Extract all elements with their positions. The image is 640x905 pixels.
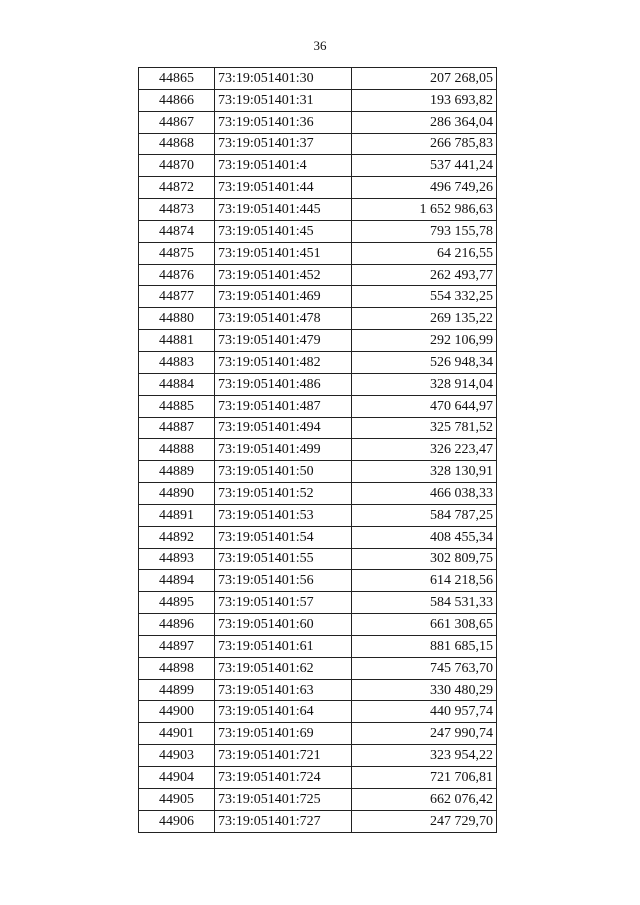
cadastral-number-cell: 73:19:051401:451: [215, 242, 352, 264]
row-number-cell: 44905: [139, 788, 215, 810]
cadastral-number-cell: 73:19:051401:64: [215, 701, 352, 723]
value-cell: 247 729,70: [352, 810, 497, 832]
table-row: [139, 308, 497, 330]
value-cell: 247 990,74: [352, 723, 497, 745]
row-number-cell: 44891: [139, 504, 215, 526]
table-row: [139, 504, 497, 526]
table-row: [139, 810, 497, 832]
table-row: [139, 614, 497, 636]
row-number-cell: 44901: [139, 723, 215, 745]
row-number-cell: 44877: [139, 286, 215, 308]
cadastral-number-cell: 73:19:051401:50: [215, 461, 352, 483]
table-row: [139, 657, 497, 679]
row-number-cell: 44876: [139, 264, 215, 286]
row-number-cell: 44896: [139, 614, 215, 636]
cadastral-number-cell: 73:19:051401:36: [215, 111, 352, 133]
row-number-cell: 44892: [139, 526, 215, 548]
value-cell: 328 914,04: [352, 373, 497, 395]
row-number-cell: 44881: [139, 330, 215, 352]
table-body: [139, 68, 497, 833]
value-cell: 721 706,81: [352, 767, 497, 789]
table-row: [139, 483, 497, 505]
value-cell: 881 685,15: [352, 635, 497, 657]
cadastral-number-cell: 73:19:051401:62: [215, 657, 352, 679]
cadastral-number-cell: 73:19:051401:61: [215, 635, 352, 657]
row-number-cell: 44883: [139, 351, 215, 373]
table-row: [139, 177, 497, 199]
cadastral-number-cell: 73:19:051401:55: [215, 548, 352, 570]
cadastral-number-cell: 73:19:051401:727: [215, 810, 352, 832]
cadastral-number-cell: 73:19:051401:479: [215, 330, 352, 352]
row-number-cell: 44903: [139, 745, 215, 767]
cadastral-number-cell: 73:19:051401:45: [215, 220, 352, 242]
row-number-cell: 44899: [139, 679, 215, 701]
row-number-cell: 44898: [139, 657, 215, 679]
value-cell: 286 364,04: [352, 111, 497, 133]
value-cell: 584 787,25: [352, 504, 497, 526]
row-number-cell: 44865: [139, 68, 215, 90]
table-row: [139, 788, 497, 810]
value-cell: 466 038,33: [352, 483, 497, 505]
row-number-cell: 44890: [139, 483, 215, 505]
row-number-cell: 44866: [139, 89, 215, 111]
cadastral-number-cell: 73:19:051401:63: [215, 679, 352, 701]
row-number-cell: 44894: [139, 570, 215, 592]
row-number-cell: 44868: [139, 133, 215, 155]
table-row: [139, 461, 497, 483]
row-number-cell: 44888: [139, 439, 215, 461]
table-row: [139, 351, 497, 373]
cadastral-number-cell: 73:19:051401:478: [215, 308, 352, 330]
value-cell: 328 130,91: [352, 461, 497, 483]
value-cell: 325 781,52: [352, 417, 497, 439]
cadastral-number-cell: 73:19:051401:57: [215, 592, 352, 614]
table-row: [139, 635, 497, 657]
cadastral-number-cell: 73:19:051401:53: [215, 504, 352, 526]
table-row: [139, 679, 497, 701]
table-row: [139, 570, 497, 592]
value-cell: 302 809,75: [352, 548, 497, 570]
cadastral-number-cell: 73:19:051401:486: [215, 373, 352, 395]
value-cell: 408 455,34: [352, 526, 497, 548]
cadastral-number-cell: 73:19:051401:721: [215, 745, 352, 767]
cadastral-number-cell: 73:19:051401:494: [215, 417, 352, 439]
value-cell: 793 155,78: [352, 220, 497, 242]
table-row: [139, 89, 497, 111]
row-number-cell: 44873: [139, 199, 215, 221]
table-row: [139, 395, 497, 417]
value-cell: 496 749,26: [352, 177, 497, 199]
table-row: [139, 286, 497, 308]
value-cell: 662 076,42: [352, 788, 497, 810]
data-table: [138, 67, 497, 833]
row-number-cell: 44867: [139, 111, 215, 133]
table-row: [139, 417, 497, 439]
row-number-cell: 44870: [139, 155, 215, 177]
row-number-cell: 44897: [139, 635, 215, 657]
table-row: [139, 220, 497, 242]
value-cell: 584 531,33: [352, 592, 497, 614]
cadastral-number-cell: 73:19:051401:482: [215, 351, 352, 373]
table-row: [139, 330, 497, 352]
value-cell: 326 223,47: [352, 439, 497, 461]
value-cell: 661 308,65: [352, 614, 497, 636]
row-number-cell: 44874: [139, 220, 215, 242]
table-row: [139, 439, 497, 461]
table-row: [139, 155, 497, 177]
row-number-cell: 44900: [139, 701, 215, 723]
table-row: [139, 592, 497, 614]
cadastral-number-cell: 73:19:051401:60: [215, 614, 352, 636]
value-cell: 470 644,97: [352, 395, 497, 417]
row-number-cell: 44893: [139, 548, 215, 570]
value-cell: 614 218,56: [352, 570, 497, 592]
row-number-cell: 44880: [139, 308, 215, 330]
cadastral-number-cell: 73:19:051401:69: [215, 723, 352, 745]
page-number: 36: [313, 38, 327, 53]
row-number-cell: 44889: [139, 461, 215, 483]
value-cell: 266 785,83: [352, 133, 497, 155]
cadastral-number-cell: 73:19:051401:31: [215, 89, 352, 111]
table-row: [139, 264, 497, 286]
value-cell: 269 135,22: [352, 308, 497, 330]
cadastral-number-cell: 73:19:051401:452: [215, 264, 352, 286]
table-row: [139, 745, 497, 767]
table-row: [139, 133, 497, 155]
value-cell: 1 652 986,63: [352, 199, 497, 221]
cadastral-number-cell: 73:19:051401:30: [215, 68, 352, 90]
value-cell: 64 216,55: [352, 242, 497, 264]
cadastral-number-cell: 73:19:051401:37: [215, 133, 352, 155]
row-number-cell: 44906: [139, 810, 215, 832]
cadastral-number-cell: 73:19:051401:469: [215, 286, 352, 308]
table-row: [139, 68, 497, 90]
cadastral-number-cell: 73:19:051401:487: [215, 395, 352, 417]
cadastral-number-cell: 73:19:051401:56: [215, 570, 352, 592]
row-number-cell: 44895: [139, 592, 215, 614]
cadastral-number-cell: 73:19:051401:54: [215, 526, 352, 548]
value-cell: 526 948,34: [352, 351, 497, 373]
table-row: [139, 548, 497, 570]
cadastral-number-cell: 73:19:051401:499: [215, 439, 352, 461]
cadastral-number-cell: 73:19:051401:724: [215, 767, 352, 789]
row-number-cell: 44887: [139, 417, 215, 439]
row-number-cell: 44885: [139, 395, 215, 417]
value-cell: 554 332,25: [352, 286, 497, 308]
cadastral-number-cell: 73:19:051401:725: [215, 788, 352, 810]
cadastral-number-cell: 73:19:051401:445: [215, 199, 352, 221]
table-row: [139, 199, 497, 221]
value-cell: 292 106,99: [352, 330, 497, 352]
row-number-cell: 44904: [139, 767, 215, 789]
cadastral-number-cell: 73:19:051401:4: [215, 155, 352, 177]
row-number-cell: 44872: [139, 177, 215, 199]
value-cell: 330 480,29: [352, 679, 497, 701]
table-row: [139, 111, 497, 133]
table-row: [139, 767, 497, 789]
value-cell: 193 693,82: [352, 89, 497, 111]
table-row: [139, 526, 497, 548]
value-cell: 440 957,74: [352, 701, 497, 723]
table-row: [139, 242, 497, 264]
cadastral-number-cell: 73:19:051401:52: [215, 483, 352, 505]
table-row: [139, 373, 497, 395]
table-row: [139, 701, 497, 723]
value-cell: 323 954,22: [352, 745, 497, 767]
value-cell: 207 268,05: [352, 68, 497, 90]
value-cell: 537 441,24: [352, 155, 497, 177]
value-cell: 745 763,70: [352, 657, 497, 679]
value-cell: 262 493,77: [352, 264, 497, 286]
row-number-cell: 44884: [139, 373, 215, 395]
row-number-cell: 44875: [139, 242, 215, 264]
table-row: [139, 723, 497, 745]
cadastral-number-cell: 73:19:051401:44: [215, 177, 352, 199]
